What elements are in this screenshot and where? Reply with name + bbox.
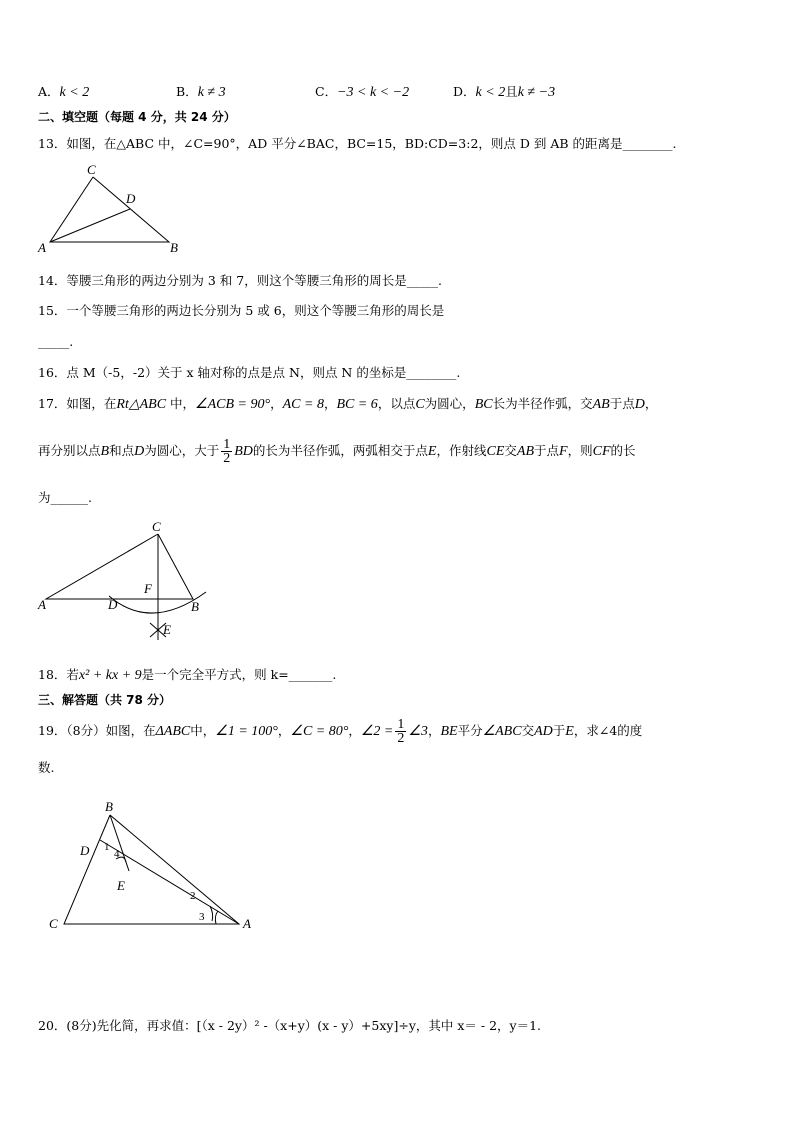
q19-angle-2: 2 bbox=[190, 890, 196, 902]
q17-figure bbox=[36, 520, 226, 645]
option-c: C．−3 < k < −2 bbox=[315, 84, 410, 100]
q13-label-b: B bbox=[170, 240, 178, 255]
q19-angle-3: 3 bbox=[199, 911, 205, 923]
q19-label-d: D bbox=[80, 843, 90, 858]
section-heading-fill-blank: 二、填空题（每题 4 分，共 24 分） bbox=[38, 110, 236, 124]
q17-label-d: D bbox=[108, 597, 118, 612]
q13-figure bbox=[36, 162, 186, 257]
question-14: 14．等腰三角形的两边分别为 3 和 7，则这个等腰三角形的周长是_____. bbox=[38, 273, 442, 288]
q19-figure bbox=[44, 796, 264, 941]
q17-label-b: B bbox=[191, 599, 199, 614]
option-b: B．k ≠ 3 bbox=[176, 84, 226, 100]
q13-segment-ad bbox=[50, 209, 130, 242]
question-16: 16．点 M（-5，-2）关于 x 轴对称的点是点 N，则点 N 的坐标是________. bbox=[38, 365, 461, 380]
question-19-line-1: 19．（8分）如图，在ΔABC中，∠1 = 100°，∠C = 80°，∠2 = $\frac{1}{2}$ ∠3，BE平分∠ABC交AD于E，求∠4的度 bbox=[38, 717, 643, 746]
question-17-line-3: 为______. bbox=[38, 490, 92, 505]
q13-label-d: D bbox=[126, 191, 136, 206]
q19-label-e: E bbox=[117, 878, 125, 893]
q17-label-c: C bbox=[152, 519, 161, 534]
question-15-blank: _____. bbox=[38, 334, 74, 349]
q13-label-a: A bbox=[38, 240, 46, 255]
fraction-one-half-q19: $\frac{1}{2}$ bbox=[397, 717, 405, 746]
section-heading-solutions: 三、解答题（共 78 分） bbox=[38, 693, 172, 707]
q17-label-e: E bbox=[163, 622, 171, 637]
fraction-one-half: $\frac{1}{2}$ bbox=[223, 437, 231, 466]
q17-triangle bbox=[46, 534, 193, 599]
question-15: 15．一个等腰三角形的两边长分别为 5 或 6，则这个等腰三角形的周长是 bbox=[38, 303, 445, 318]
question-13: 13．如图，在△ABC 中，∠C=90°，AD 平分∠BAC，BC=15，BD:CD=3:2，则点 D 到 AB 的距离是________. bbox=[38, 136, 677, 151]
q19-label-b: B bbox=[105, 799, 113, 814]
q13-label-c: C bbox=[87, 162, 96, 177]
question-17-line-1: 17．如图，在Rt△ABC 中，∠ACB = 90°，AC = 8，BC = 6，以点C为圆心，BC长为半径作弧，交AB于点D， bbox=[38, 396, 658, 412]
q19-label-a: A bbox=[243, 916, 251, 931]
q17-label-f: F bbox=[144, 581, 152, 596]
q19-angle-1: 1 bbox=[104, 841, 110, 853]
q17-label-a: A bbox=[38, 597, 46, 612]
q19-angle-4: 4 bbox=[114, 848, 120, 860]
q13-triangle bbox=[50, 177, 169, 242]
q19-angle-mark-3 bbox=[215, 911, 218, 924]
question-17-line-2: 再分别以点B和点D为圆心，大于 $\frac{1}{2}$ BD的长为半径作弧，两弧相交于点E，作射线CE交AB于点F，则CF的长 bbox=[38, 437, 636, 466]
question-18: 18．若x² + kx + 9是一个完全平方式，则 k=_______. bbox=[38, 667, 337, 683]
option-a: A．k < 2 bbox=[38, 84, 90, 100]
q19-label-c: C bbox=[49, 916, 58, 931]
question-19-line-2: 数. bbox=[38, 760, 55, 775]
option-d: D．k < 2且k ≠ −3 bbox=[453, 84, 556, 100]
question-20: 20．(8分)先化简，再求值：[（x - 2y）² -（x+y）(x - y）+5xy]÷y，其中 x＝ - 2，y＝1. bbox=[38, 1018, 542, 1033]
